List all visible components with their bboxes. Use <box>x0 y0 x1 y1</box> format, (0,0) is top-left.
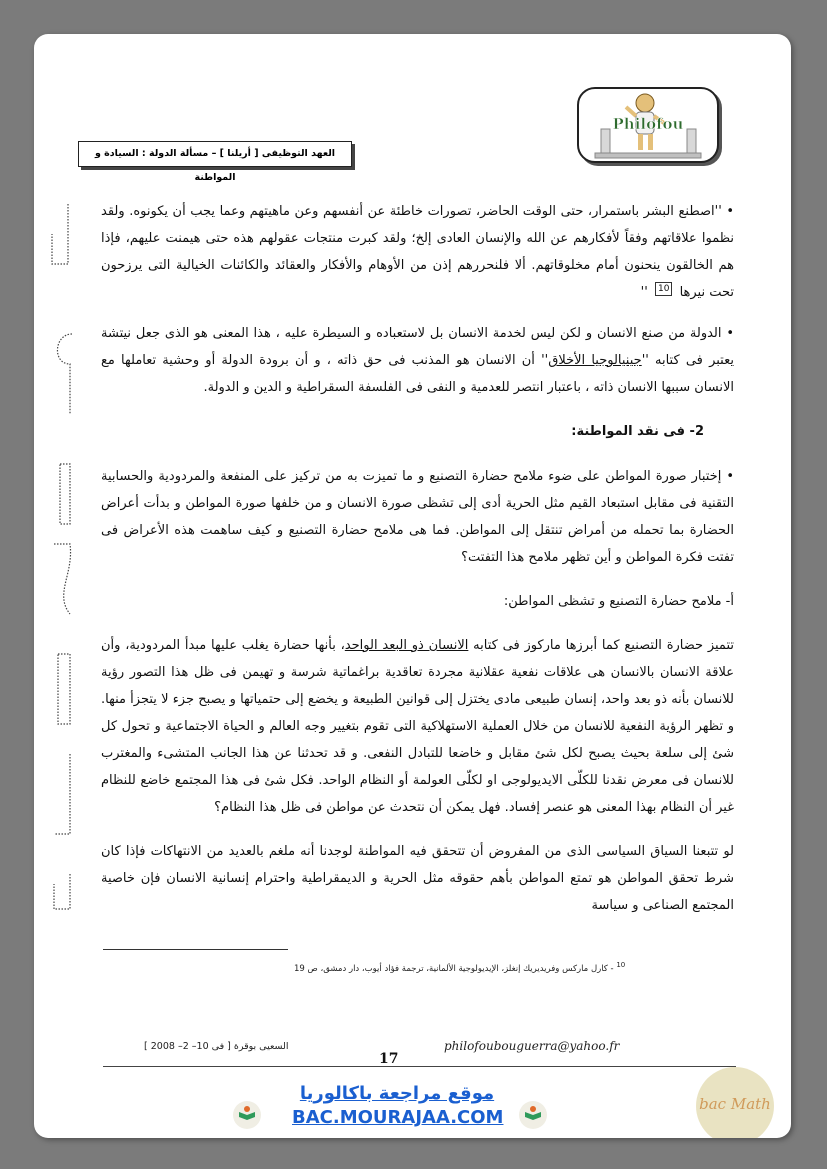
book-title-one-dimensional-man: الانسان ذو البعد الواحد <box>344 638 469 653</box>
footnote <box>294 959 694 975</box>
badge-text: bac Math <box>699 1095 771 1113</box>
book-title-genealogy: جينيالوجيا الأخلاق <box>548 353 642 368</box>
book-icon-right <box>518 1100 548 1134</box>
bac-math-badge <box>696 1067 774 1138</box>
promo-url-link[interactable]: BAC.MOURAJAA.COM <box>292 1107 504 1128</box>
philofou-logo <box>577 87 719 163</box>
subsection-heading: أ- ملامح حضارة التصنيع و تشظى المواطن: <box>503 594 734 609</box>
footnote-separator <box>103 949 288 950</box>
paragraph-marcuse: تتميز حضارة التصنيع كما أبرزها ماركوز فى كتابه الانسان ذو البعد الواحد، بأنها حضارة يغلب عليها مبدأ المردودية، وأن علاقة الانسان بالانسان هى علاقات نفعية عقلانية مجردة تعاقدية براغماتية شرسة و تهيمن فى ظل هذا التصور رؤية للانسان بأنه ذو بعد واحد، إنسان طبيعى مادى يختزل إلى قوانين الطبيعة و يخضع إلى حتمياتها و يصبح جزء لا يتجزأ منها. و تظهر الرؤية النفعية للانسان من خلال العملية الاستهلاكية التى تقوم بتغيير وجه العالم و الحياة الاجتماعية و تحول كل شئ إلى سلعة بحيث يصبح لكل شئ مقابل و خاضعا للتبادل النفعى. و قد تحدثنا عن هذا الجانب المتشىء والمغترب للانسان فى معرض نقدنا للكلّى الايديولوجى او لكلّى العولمة أو النظام الواحد. فكل شئ فى هذا المجتمع خاضع للنظام غير أن النظام بهذا المعنى هو عنصر إفساد. فهل يمكن أن نتحدث عن مواطن فى ظل هذا النظام؟ <box>101 638 734 815</box>
promo-arabic-link[interactable]: موقع مراجعة باكالوريا <box>299 1083 495 1104</box>
paragraph-nietzsche: • الدولة من صنع الانسان و لكن ليس لخدمة الانسان بل لاستعباده و السيطرة عليه ، هذا المعنى هو الذى جعل نيتشة يعتبر فى كتابه ''جينيالوجيا الأخلاق'' أن الانسان هو المذنب فى حق ذاته ، و أن برودة الدولة أو وحشية تعاملها مع الانسان سببها الانسان ذاته ، باعتبار انتصر للعدمية و النفى فى الفلسفة السقراطية و الدين و الدولة. <box>101 326 734 395</box>
author-signature: السعيى بوقرة [ فى 10– 2– 2008 ] <box>144 1041 289 1052</box>
footnote-text: - كارل ماركس وفريديريك إنغلز، الإيديولوجية الألمانية، ترجمة فؤاد أيوب، دار دمشق، ص 19 <box>294 963 614 974</box>
decorative-side-title <box>44 194 80 914</box>
footer-separator <box>103 1066 736 1067</box>
section-heading: 2- فى نقد المواطنة: <box>571 424 704 439</box>
document-page <box>34 34 791 1138</box>
footnote-reference[interactable]: 10 <box>655 282 672 296</box>
author-email[interactable]: philofoubouguerra@yahoo.fr <box>444 1039 620 1053</box>
paragraph-citizen-image: • إختبار صورة المواطن على ضوء ملامح حضارة التصنيع و ما تميزت به من تركيز على المنفعة والمردودية والحسابية التقنية فى مقابل استبعاد القيم مثل الحرية أدى إلى تشظى صورة الانسان و من خلفها صورة المواطن و بدأت أعراض الحضارة بما تحمله من أمراض تنتقل إلى المواطن. فما هى ملامح حضارة التصنيع و كيف ساهمت هذه الأعراض فى تفتت فكرة المواطن و أين تظهر ملامح هذا التفتت؟ <box>101 469 734 565</box>
section-title-box <box>78 141 352 183</box>
article-body <box>101 198 734 936</box>
promo-banner[interactable] <box>292 1082 502 1130</box>
paragraph-political-context: لو تتبعنا السياق السياسى الذى من المفروض أن تتحقق فيه المواطنة لوجدنا أنه ملغم بالعديد من الانتهاكات فإذا كان شرط تحقق المواطن هو تمتع المواطن بأهم حقوقه مثل الحرية و الديمقراطية واحترام إنسانية الانسان فإن خاصية المجتمع الصناعى و سياسة <box>101 844 734 913</box>
footnote-number: 10 <box>616 961 626 969</box>
logo-text: Philofou <box>612 115 684 133</box>
paragraph-marx-quote: • ''اصطنع البشر باستمرار، حتى الوقت الحاضر، تصورات خاطئة عن أنفسهم وعن ماهيتهم وعما يجب أن يكونوه. ولقد نظموا علاقاتهم وفقاً لأفكارهم عن الله والإنسان العادى إلخ؛ ولقد كبرت منتجات عقولهم هذه حتى هيمنت عليهم، فإذا هم الخالقون ينحنون أمام مخلوقاتهم. ألا فلنحررهم إذن من الأوهام والأفكار والعقائد والكائنات الخيالية التى يرزحون تحت نيرها 10 '' <box>101 204 734 300</box>
page-number: 17 <box>379 1051 399 1067</box>
section-title: العهد التوظيفى [ أريلنا ] – مسألة الدولة : السيادة و المواطنة <box>94 148 336 183</box>
book-icon-left <box>232 1100 262 1134</box>
